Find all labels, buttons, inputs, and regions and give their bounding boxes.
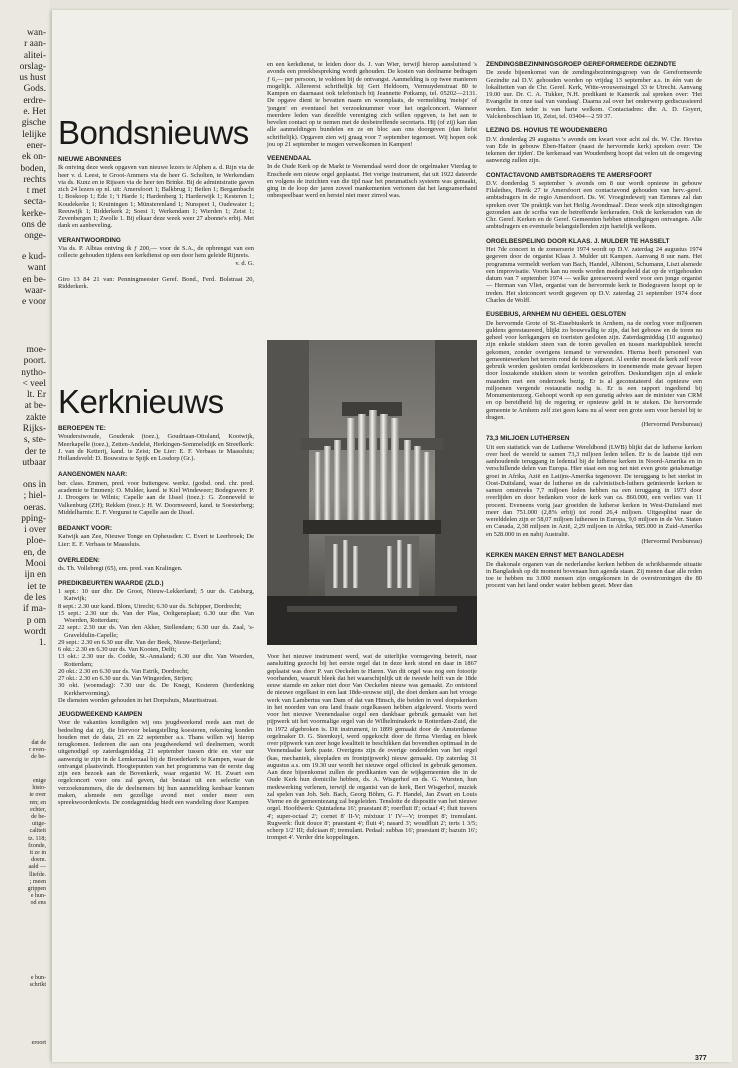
margin-text-block — [21, 480, 46, 649]
list-item: 13 okt.: 2.30 uur ds. Codde, St.-Annaland; 6.30 uur dhr. Van Woerden, Rotterdam; — [58, 653, 254, 668]
margin-line: ons in — [23, 480, 46, 490]
margin-text-block — [30, 975, 46, 989]
article-eusebius: De hervormde Grote of St.-Eusebiuskerk in Arnhem, na de oorlog voor miljoenen guldens gerestaureerd, blijkt zo bouwvallig te zijn, dat het gebouw en de toren nu geheel voor kerkgangers en toeristen gesloten zijn. Zaterdagmiddag (10 augustus) zijn enkele stukken steen van de toren gevallen en tussen marktpubliek terecht gekomen, zonder overigens iemand te verwonden. Hierna heeft personeel van gemeentewerken het terrein rond de toren afgezet. Al eerder moest de kerk zelf voor gebruik worden gesloten omdat kerkbezoekers in toenemende mate gevaar liepen door loszakende stukken steen te worden getroffen. Deskundigen zijn al enkele maanden met een onderzoek bezig. Er is al geconstateerd dat opnieuw een miljoenen vergende restauratie nodig is. Er is een rapport ingediend bij Monumentenzorg. Gehoopt wordt op een gunstig advies aan de minister van CRM en op bereidheid bij de regering er opnieuw geld in te steken. De hervormde gemeente te Arnhem zelf ziet geen kans nu al weer een grote som voor herstel bij te dragen. — [486, 319, 702, 421]
article-overleden: ds. Th. Vollebregt (65), em. pred. van Kralingen. — [58, 565, 183, 573]
heading-lutheranen: 73,3 MILJOEN LUTHERSEN — [486, 435, 570, 443]
margin-line: zakte — [25, 412, 46, 423]
margin-line: schrikt — [29, 982, 46, 989]
margin-line: echter, — [30, 806, 46, 813]
margin-line: r aan- — [24, 39, 46, 50]
list-item: 29 sept.: 2.30 en 6.30 uur dhr. Van der Beek, Nieuw-Beijerland; — [58, 638, 221, 646]
page-number: 377 — [695, 1055, 707, 1062]
margin-line: caliteit — [29, 828, 46, 835]
margin-line: de les — [24, 592, 46, 603]
margin-line: secta- — [23, 197, 46, 208]
article-verantwoording: Via ds. P. Albias ontving ik ƒ 200,— voor de S.A., de opbrengst van een collecte gehouden tijdens een kerkdienst op een door hem geleide Rijnreis. — [58, 245, 254, 260]
margin-line: < veel — [22, 378, 46, 389]
heading-aangenomen: AANGENOMEN NAAR: — [58, 471, 128, 479]
article-jeugdweekend: Voor de vakanties kondigden wij ons jeugdweekend reeds aan met de bedoeling dat zij, die hiervoor belangstelling koesteren, rekening konden houden met de data, 21 en 22 september a.s. Thans willen wij hierop terugkomen. Iedereen die aan ons jeugdweekend wil deelnemen, wordt uitgenodigd op zaterdagmiddag 21 september tussen drie en vier uur aanwezig te zijn in de Lemkerzaal bij de Broederkerk te Kampen, waar de ontvangst plaatsvindt. Hoogtepunten van het programma van de eerste dag zijn een bezoek aan de Bovenkerk, waar organist W. H. Zwart een orgelconcert voor ons zal geven, dat bestaat uit een selectie van verzoeknummers, die de deelnemers bij hun aanmelding kenbaar kunnen maken, alsmede een gezellige avond met onder meer een spreekwoordenkwis. De zondagmiddag biedt een wandeling door Kampen — [58, 719, 254, 807]
margin-line: lliefde. — [29, 871, 46, 878]
section-title-kerknieuws: Kerknieuws — [58, 383, 224, 420]
column-1-bottom — [58, 420, 254, 1060]
list-item: 6 okt.: 2.30 en 6.30 uur ds. Van Kooten, Delft; — [58, 646, 177, 654]
margin-line: r even- — [29, 747, 46, 754]
list-item: 27 okt.: 2.30 en 6.30 uur ds. Van Wingerden, Strijen; — [58, 675, 193, 683]
margin-line: wordt — [23, 626, 46, 637]
margin-text-block — [22, 252, 46, 308]
margin-line: wan- — [27, 28, 46, 38]
margin-line: eroort — [31, 1040, 46, 1046]
margin-line: poort. — [23, 356, 46, 367]
margin-line: moe- — [26, 345, 46, 355]
margin-line: e hun- — [30, 893, 46, 900]
heading-verantwoording: VERANTWOORDING — [58, 236, 121, 244]
margin-text-block — [28, 778, 46, 908]
margin-line: ons de — [21, 220, 46, 231]
source-credit: (Hervormd Persbureau) — [641, 537, 702, 545]
margin-line: orslag- — [19, 61, 46, 72]
margin-line: e bun- — [30, 975, 46, 981]
margin-line: it ze in — [29, 850, 46, 857]
heading-nieuwe-abonnees: NIEUWE ABONNEES — [58, 156, 122, 163]
heading-lezing-hovius: LEZING DS. HOVIUS TE WOUDENBERG — [486, 127, 608, 135]
article-bangladesh: De diakonale organen van de nederlandse kerken hebben de schrikbarende situatie in Bangladesh op dit moment bovenaan hun agenda staan. Zij menen daar alle reden toe te hebben nu 3.000 mensen zijn omgekomen in de overstromingen die 80 procent van het land onder water hebben gezet. Meer dan — [486, 560, 702, 590]
article-zendingsbezinningsgroep: De zesde bijeenkomst van de zendingsbezinningsgroep van de Gereformeerde Gezindte zal D.V. gehouden worden op vrijdag 13 september a.s. in één van de lokaliteiten van de Chr. Geref. Kerk, Witte-vrouwensingel 33 te Utrecht. Aanvang 19.00 uur. Dr. C. A. Tukker, N.H. predikant te Kamerik zal spreken over: 'Het Evangelie in onze taal van vandaag'. Daarna zal over het onderwerp gediscussieerd worden. Een ieder is van harte welkom. Contactadres: dhr. A. D. Goyert, Valckenboschlaan 16, Zeist, tel. 03404—2 59 37. — [486, 69, 702, 120]
article-bedankt: Katwijk aan Zee, Nieuwe Tonge en Opheusden: C. Evert te Leerbroek; De Lier: E. F. Verbaas te Maassluis. — [58, 533, 254, 548]
margin-line: s, ste- — [23, 435, 46, 446]
section-title-bondsnieuws: Bondsnieuws — [58, 114, 249, 151]
margin-line: ener- — [26, 140, 46, 151]
article-veenendaal-continued: Voor het nieuwe instrument werd, wat de uiterlijke vormgeving betreft, naar aansluiting gezocht bij het eerste orgel dat in deze kerk stond en daar in 1867 geplaatst was door P. van Oeckelen te Haren. Van dit orgel was nog een fotootje voorhanden, waaruit bleek dat het waarschijnlijk uit de tweede helft van de 18de eeuw stamde en zeker niet door Van Oeckelen nieuw was gemaakt. Zo ontstond de nieuwe orgelkast in een laat 18de-eeuwse stijl, die doet denken aan het vroege werk van Lambertus van Dam of dat van Hinsch, die beiden in veel dorpskerken in het noorden van ons land fraaie orgelkassen hebben afgeleverd. Voorts werd voor het nieuwe Veenendaalse orgel een dankbaar gebruik gemaakt van het pijpwerk uit het voormalige orgel van de Wilhelminakerk te Rotterdam-Zuid, die in 1972 afgebroken is. Dit instrument, in 1899 gemaakt door de Amsterdamse orgelmaker D. G. Steenkuyl, werd opgekocht door de firma Vierdag en bleek over pijpwerk van zeer hoge kwaliteit te beschikken dat bovendien optimaal in de Veenendaalse kerk paste. Overigens zijn de overige onderdelen van het orgel (kas, mechaniek, sleepladen en frontpijpwerk) nieuw gemaakt. Op zaterdag 31 augustus a.s. om 19.30 uur wordt het nieuwe orgel officieel in gebruik genomen. Aan deze bijeenkomst zullen de predikanten van de wijkgemeenten die in de Oude Kerk hun domicilie hebben, ds. A. Wisgerhof en ds. G. Wursten, hun medewerking verlenen, terwijl de organist van de kerk, Bert Wisgerhof, muziek zal spelen van Joh. Seb. Bach, Georg Böhm, G. F. Handel, Jan Zwart en Louis Vierne en de gemeentezang zal begeleiden. Tenslotte de dispositie van het nieuwe orgel. Hoofdwerk: Quintadena 16'; praestant 8'; roerfluit 8'; octaaf 4'; fluit travers 4'; super-octaaf 2'; cornet 8' II-V; mixtuur 1' IV—V; trompet 8'; tremulant. Rugwerk: fluit douce 8'; praestant 4'; fluit 4'; nasard 3'; woudfluit 2'; terts 1 3/5; scherp 1/2' III; dulciaan 8'; tremulant. Pedaal: subbas 16'; praestant 8'; bazuin 16'; trompet 4'. Verder drie koppelingen. — [267, 653, 477, 842]
heading-orgelbespeling: ORGELBESPELING DOOR KLAAS. J. MULDER TE HASSELT — [486, 237, 670, 245]
article-beroepen: Woudersiwoude, Gouderak (toez.), Goudriaan-Ottoland, Kootwijk, Meerkapelle (toez.), Zetten-Andelst, Herkingen-Sommelsdijk en Streefkerk: J. van de Ketterij, kand. te Zeist; De Lier: E. F. Verbaas te Maassluis; Hollandsveld: D. Bouwstra te Spijk en Losdorp (Gr.). — [58, 433, 254, 463]
margin-line: t met — [26, 186, 46, 197]
giro-note: Giro 13 84 21 van: Penningmeester Geref. Bond., Ferd. Bolstraat 20, Ridderkerk. — [58, 275, 254, 291]
heading-bedankt: BEDANKT VOOR: — [58, 525, 112, 533]
margin-line: en, de — [23, 547, 46, 558]
signature: v. d. G. — [235, 259, 254, 267]
column-1-top — [58, 151, 254, 373]
margin-line: if ma- — [23, 604, 46, 615]
margin-line: 1. — [38, 638, 46, 649]
heading-eusebius: EUSEBIUS, ARNHEM NU GEHEEL GESLOTEN — [486, 311, 626, 319]
margin-text-block — [29, 740, 46, 762]
facing-page-margin — [0, 0, 50, 1068]
margin-line: de be- — [31, 754, 46, 761]
margin-line: der te — [24, 446, 46, 457]
margin-line: dat de — [31, 740, 46, 746]
heading-beroepen: BEROEPEN TE: — [58, 425, 106, 432]
list-item: 30 okt. (woensdag): 7.30 uur ds. De Knegt, Kesteren (herdenking Kerkhervorming). — [58, 682, 254, 697]
margin-text-block — [32, 1040, 46, 1047]
article-orgelbespeling: Het 7de concert in de zomerserie 1974 wordt op D.V. zaterdag 24 augustus 1974 gegeven door de organist Klaas J. Mulder uit Kampen. Aanvang 8 uur nam. Het programma vermeldt werken van Bach, Handel, Albinoni, Schumann, Liszt alsmede een improvisatie. Voorts kan nu reeds worden medegedeeld dat op de vrijgehouden datum van 7 september 1974 — welke gereserveerd werd voor een jonge organist — Herman van Vliet, organist van de hervormde kerk te Bodegraven hoopt op te treden. Het slotconcert wordt gegeven op D.V. zaterdag 21 september 1974 door Charles de Wolff. — [486, 246, 702, 304]
margin-line: e voor — [21, 297, 46, 308]
margin-line: rechts — [23, 174, 46, 185]
margin-line: ; hiel- — [23, 491, 46, 502]
margin-line: uitge- — [32, 821, 46, 828]
margin-line: histo- — [32, 785, 46, 792]
margin-line: Rijks- — [22, 424, 46, 435]
predikbeurten-list — [58, 588, 254, 697]
heading-veenendaal: VEENENDAAL — [267, 155, 312, 162]
article-contactavond: D.V. donderdag 5 september 's avonds om 8 uur wordt opnieuw in gebouw Filalethes, Havik 27 te Amersfoort een contactavond gehouden van herv.-geref. ambtsdragers in de regio Amersfoort. Ds. W. Vroegindeweij van Eemnes zal dan spreken over 'De praktijk van het Heilig Avondmaal'. Deze week zijn uitnodigingen gezonden aan de scriba van de betreffende kerkeraden. Ook de kerkeraden van de Chr. Geref. Kerken en de Geref. Gemeenten hebben uitnodigingen ontvangen. Alle ambtsdragers en eventuele belangstellenden zijn hartelijk welkom. — [486, 179, 702, 231]
source-credit: (Hervormd Persbureau) — [641, 421, 702, 429]
predikbeurten-note: De diensten worden gehouden in het Dorpshuis, Mauritsstraat. — [58, 696, 218, 704]
margin-line: ; meen — [29, 878, 46, 885]
article-jeugdweekend-continued: en een kerkdienst, te leiden door ds. J. van Wier, terwijl hierop aansluitend 's avonds een preekbespreking wordt gehouden. De kosten van deelname bedragen ƒ 6,— per persoon, te voldoen bij de ontvangst. Aanmelding is op twee manieren mogelijk. Allereerst schriftelijk bij Gert Heldoorn, Vermuydenstraat 80 te Kampen en daarnaast ook telefonisch bij Jeannette Potkamp, tel. 05202—2131. De opgave dient te bevatten naam en woonplaats, de vermelding 'meisje' of 'jongen' en eventueel het verzoeknummer voor het orgelconcert. Wanneer meerdere leden van dezelfde vereniging zich willen opgeven, is het aan te bevelen contact op te nemen met de desbetreffende secretaris. Hij (of zij) kan dan alle aanmeldingen bundelen en ze en bloc aan ons doorgeven (dan liefst schriftelijk). Opgaven zien wij graag voor 7 september tegemoet. Wij hopen ook jou op 21 september te mogen verwelkomen in Kampen! — [267, 61, 477, 148]
margin-line: pping- — [21, 513, 46, 524]
margin-line: tz. 118; — [28, 835, 46, 842]
margin-line: lt. Er — [27, 390, 46, 401]
article-nieuwe-abonnees: Ik ontving deze week opgaven van nieuwe lezers te Alphen a. d. Rijn via de heer v. d. Leest, te Groot-Ammers via de heer G. Scholten, te Werkendam via ds. Kunz en te Rijssen via de heer ten Brinke. Bij de administratie gaven zich 24 lezers op nl. uit: Amersfoort 1; Balkbrug 1; Beilen 1; Bergambacht 1; Boskoop 1; Ede 1; 't Harde 1; Hardenberg 1; Harderwijk 1; Kesteren 1; Koudekerke 1; Kruiningen 1; Münsterenland 1; Nunspeet 1, Oudewater 1; Reeuwijk 1; Ridderkerk 2; Soest 1; Werkendam 1; Wierden 1; Zeist 1; Zevenbergen 1; Zwolle 1. Bij elkaar deze week weer 27 abonne's erbij. Met dank en aanbeveling. — [58, 164, 254, 230]
margin-line: boden, — [20, 163, 46, 174]
margin-line: iet te — [27, 581, 46, 592]
column-3 — [486, 61, 702, 1057]
column-2-top — [267, 61, 477, 329]
margin-line: erdre- — [23, 95, 46, 106]
article-lezing-hovius: D.V. donderdag 29 augustus 's avonds om kwart voor acht zal ds. W. Chr. Hovius van Ede in gebouw Eben-Haëzer (naast de hervormde kerk) spreken over: 'De tekenen der tijden'. De kerkeraad van Woudenberg hoopt dat velen uit de omgeving aanwezig zullen zijn. — [486, 135, 702, 165]
margin-line: doem. — [31, 857, 46, 864]
list-item: 22 sept.: 2.30 uur ds. Van den Akker, Stellendam; 6.30 uur ds. Zaal, 's-Graveldulin-Capelle; — [58, 624, 254, 639]
magazine-page — [52, 10, 732, 1062]
margin-line: aald — — [28, 864, 46, 871]
margin-line: lelijke — [22, 129, 46, 140]
margin-line: at be- — [24, 401, 46, 412]
margin-line: want — [27, 263, 46, 274]
margin-line: ren; en — [29, 799, 46, 806]
article-veenendaal: In de Oude Kerk op de Markt te Veenendaal werd door de orgelmaker Vierdag te Enschede een nieuw orgel geplaatst. Het vorige instrument, dat uit 1922 dateerde en volgens de inzichten van die tijd naar het pneumatisch systeem was gemaakt, ging in de loop der jaren zoveel mankementen vertonen dat het langzamerhand onbespeelbaar werd en herstel niet meer zinvol was. — [267, 163, 477, 200]
margin-line: oeras. — [23, 502, 46, 513]
margin-line: de be- — [31, 814, 46, 821]
margin-line: us hust — [19, 73, 46, 84]
margin-line: grippen — [27, 886, 46, 893]
article-aangenomen: ber. class. Emmen, pred. voor buitengew. werkz. (godsd. ond. chr. pred. academie te Emmen): O. Mulder, kand. te Kiel Windeweer; Bodegraven: P. J. Droogers te Wilnis; Capelle aan de IJssel (toez.): G. Zonneveld te Valkenburg (ZH); Rekken (toez.): H. W. Doornweerd, kand. te Soesterberg; Middelharnis: E. F. Vergunst te Capelle aan de IJssel. — [58, 479, 254, 516]
margin-line: e. Het — [23, 107, 46, 118]
margin-line: Mooi — [25, 559, 46, 570]
margin-line: Gods. — [23, 84, 46, 95]
margin-line: utbaar — [22, 457, 46, 468]
list-item: 20 okt.: 2.30 en 6.30 uur ds. Van Estrik, Dordrecht; — [58, 667, 189, 675]
margin-line: waar- — [24, 285, 46, 296]
margin-line: od ens — [30, 900, 46, 907]
heading-bangladesh: KERKEN MAKEN ERNST MET BANGLADESH — [486, 552, 624, 560]
column-2-bottom — [267, 653, 477, 1063]
heading-jeugdweekend: JEUGDWEEKEND KAMPEN — [58, 711, 143, 719]
margin-line: p om — [26, 615, 46, 626]
margin-line: en be- — [22, 274, 46, 285]
list-item: 8 sept.: 2.30 uur kand. Blom, Utrecht; 6.30 uur ds. Schipper, Dordrecht; — [58, 602, 242, 610]
margin-line: e kud- — [21, 252, 46, 262]
margin-line: alitei- — [23, 50, 46, 61]
article-lutheranen: Uit een statistick van de Lutherse Wereldbond (LWB) blijkt dat de lutherse kerken over heel de wereld te samen 73,3 miljoen leden tellen. Er is de laatste tijd een aanhoudende teruggang in ledental bij de lutherse kerken in Noord-Amerika en in verschillende delen van Europa. Hier staat een nog net niet even grote getalsmatige groei in Afrika, Azië en Latijns-Amerika tegenover. De teruggang is het sterkst in Oost-Duitsland, waar de lutherse en de calvinistisch-luthers geünieerde kerken te samen omstreeks 7,7 miljoen leden hebben na een teruggang in 1973 door overlijden en door bedanken voor de kerk van ca. 860.000, een verlies van 11 procent. Eveneens vorig jaar groeiden de lutherse kerken in West-Duitsland met meer dan 751.000 (2,8% erbij) tot rond 26,4 miljoen. Uitgesplitst naar de werelddelen zijn er 58,07 miljoen luthersen in Europa, 9,0 miljoen in de Ver. Staten en Canada, 2,38 miljoen in Azië, 2,29 miljoen in Afrika, 985.000 in Zuid-Amerika en 528.000 in en nabij Australië. — [486, 443, 702, 538]
margin-line: ek on- — [21, 152, 46, 163]
heading-overleden: OVERLEDEN: — [58, 556, 100, 564]
organ-photo — [267, 340, 477, 645]
margin-line: onge- — [24, 231, 46, 242]
heading-contactavond: CONTACTAVOND AMBTSDRAGERS TE AMERSFOORT — [486, 171, 653, 179]
margin-line: enige — [33, 778, 46, 784]
margin-line: i over — [24, 525, 46, 536]
margin-text-block — [21, 345, 46, 469]
margin-text-block — [19, 28, 46, 243]
margin-line: kerke- — [21, 208, 46, 219]
margin-line: nytho- — [21, 367, 46, 378]
margin-line: gische — [21, 118, 46, 129]
heading-zendingsbezinningsgroep: ZENDINGSBEZINNINGSGROEP GEREFORMEERDE GEZINDTE — [486, 61, 677, 68]
margin-line: fzonde, — [28, 842, 46, 849]
heading-predikbeurten: PREDIKBEURTEN WAARDE (ZLD.) — [58, 579, 164, 587]
list-item: 15 sept.: 2.30 uur ds. Van der Plas, Ooltgensplaat; 6.30 uur dhr. Van Woerden, Rotterdam; — [58, 609, 254, 625]
margin-line: ploe- — [26, 536, 46, 547]
margin-line: te over — [29, 792, 46, 799]
list-item: 1 sept.: 10 uur dhr. De Groot, Nieuw-Lekkerland; 5 uur ds. Catsburg, Katwijk; — [58, 588, 254, 603]
margin-line: ijn en — [24, 570, 46, 581]
